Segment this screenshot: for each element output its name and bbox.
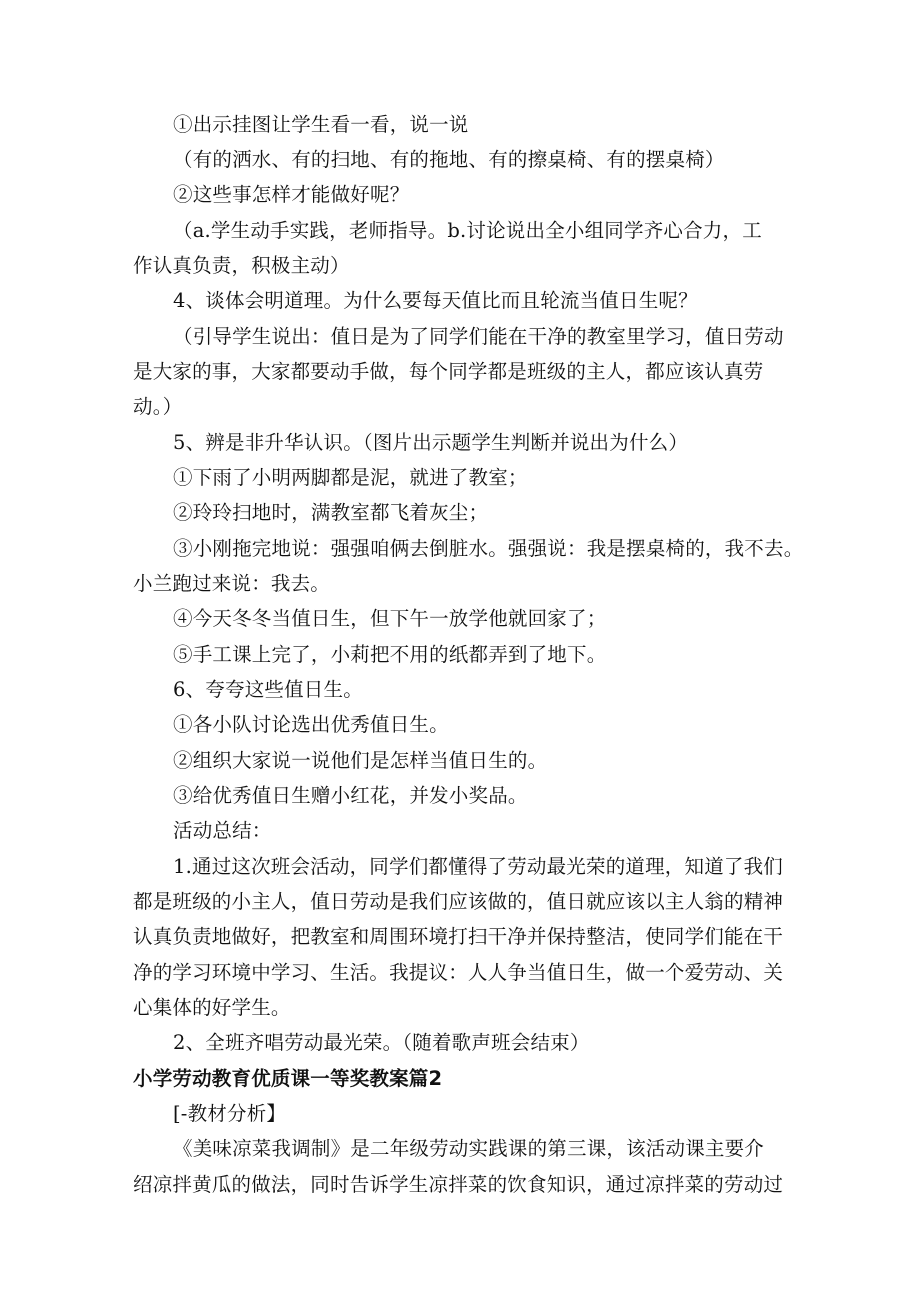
text-line: 都是班级的小主人，值日劳动是我们应该做的，值日就应该以主人翁的精神 xyxy=(133,890,784,913)
text-line: ②组织大家说一说他们是怎样当值日生的。 xyxy=(173,749,548,772)
text-line: 是大家的事，大家都要动手做，每个同学都是班级的主人，都应该认真劳 xyxy=(133,360,764,383)
text-line: （有的洒水、有的扫地、有的拖地、有的擦桌椅、有的摆桌椅） xyxy=(173,148,725,171)
text-line: 5、辨是非升华认识。（图片出示题学生判断并说出为什么） xyxy=(173,431,689,454)
text-line: ③给优秀值日生赠小红花，并发小奖品。 xyxy=(173,784,528,807)
text-line: ⑤手工课上完了，小莉把不用的纸都弄到了地下。 xyxy=(173,643,607,666)
text-line: ③小刚拖完地说：强强咱俩去倒脏水。强强说：我是摆桌椅的，我不去。 xyxy=(173,537,804,560)
text-line: 作认真负责，积极主动） xyxy=(133,254,350,277)
text-line: 1.通过这次班会活动，同学们都懂得了劳动最光荣的道理，知道了我们 xyxy=(173,855,784,878)
text-line: 动。） xyxy=(133,395,183,418)
text-line: 认真负责地做好，把教室和周围环境打扫干净并保持整洁，使同学们能在干 xyxy=(133,925,784,948)
text-line: （引导学生说出：值日是为了同学们能在干净的教室里学习，值日劳动 xyxy=(173,325,784,348)
text-line: （a.学生动手实践，老师指导。b.讨论说出全小组同学齐心合力，工 xyxy=(173,219,762,242)
text-line: 4、谈体会明道理。为什么要每天值比而且轮流当值日生呢？ xyxy=(173,289,698,312)
text-line: 活动总结： xyxy=(173,819,272,842)
text-line: 小兰跑过来说：我去。 xyxy=(133,572,331,595)
text-line: ④今天冬冬当值日生，但下午一放学他就回家了； xyxy=(173,607,607,630)
text-line: ①下雨了小明两脚都是泥，就进了教室； xyxy=(173,466,528,489)
subsection-heading: [-教材分析】 xyxy=(173,1102,287,1125)
text-line: ②玲玲扫地时，满教室都飞着灰尘； xyxy=(173,501,489,524)
text-line: 心集体的好学生。 xyxy=(133,996,291,1019)
text-line: ①出示挂图让学生看一看，说一说 xyxy=(173,113,469,136)
section-heading: 小学劳动教育优质课一等奖教案篇2 xyxy=(133,1067,443,1090)
text-line: 6、夸夸这些值日生。 xyxy=(173,678,363,701)
text-line: 《美味凉菜我调制》是二年级劳动实践课的第三课，该活动课主要介 xyxy=(173,1137,765,1160)
text-line: 净的学习环境中学习、生活。我提议：人人争当值日生，做一个爱劳动、关 xyxy=(133,961,784,984)
text-line: ①各小队讨论选出优秀值日生。 xyxy=(173,713,449,736)
text-line: 2、全班齐唱劳动最光荣。（随着歌声班会结束） xyxy=(173,1031,590,1054)
text-line: ②这些事怎样才能做好呢？ xyxy=(173,183,410,206)
text-line: 绍凉拌黄瓜的做法，同时告诉学生凉拌菜的饮食知识，通过凉拌菜的劳动过 xyxy=(133,1173,784,1196)
